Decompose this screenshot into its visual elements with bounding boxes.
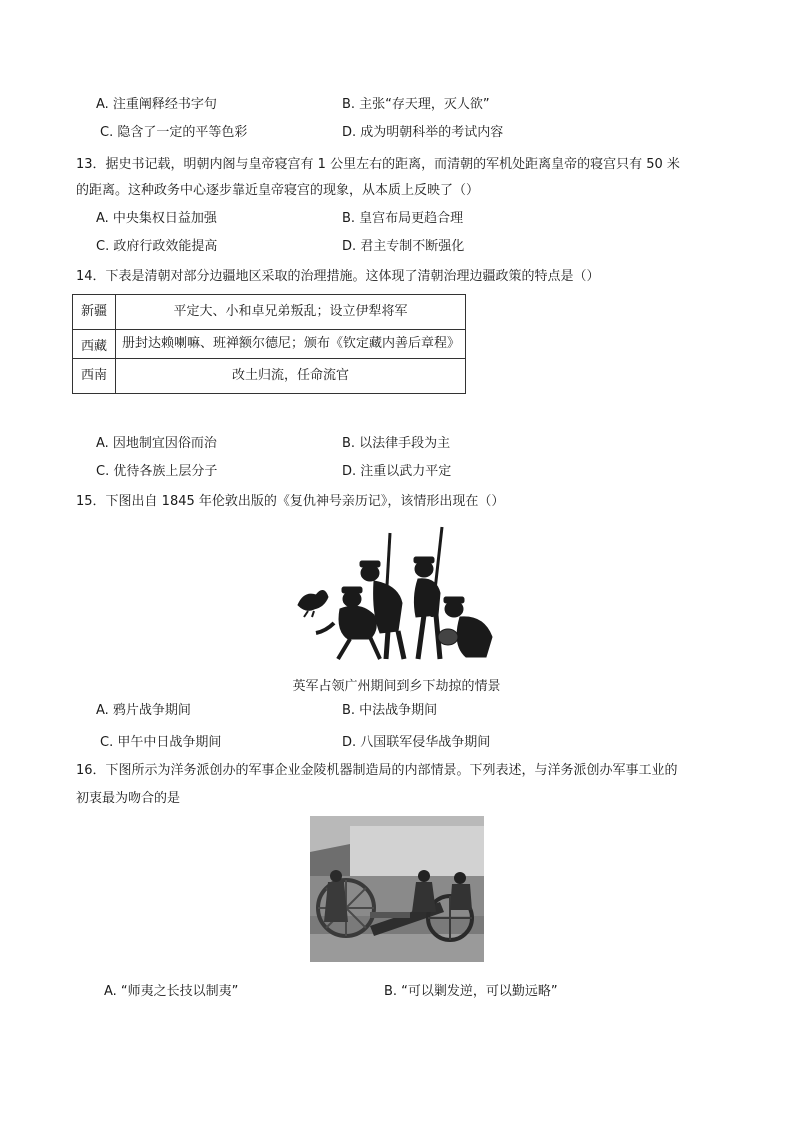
- q15-option-d: D. 八国联军侵华战争期间: [342, 735, 491, 750]
- q12-option-b: B. 主张“存天理，灭人欲”: [342, 97, 490, 112]
- table-cell-content: 平定大、小和卓兄弟叛乱；设立伊犁将军: [116, 295, 466, 330]
- table-row: [73, 330, 466, 359]
- q15-option-a: A. 鸦片战争期间: [96, 703, 191, 718]
- q16-stem-line1: 16．下图所示为洋务派创办的军事企业金陵机器制造局的内部情景。下列表述，与洋务派创办军事工业的: [76, 763, 678, 778]
- q14-option-a: A. 因地制宜因俗而治: [96, 436, 217, 451]
- table-cell-region: 西藏: [73, 330, 116, 359]
- soldiers-looting-illustration: [290, 525, 505, 665]
- q13-option-a: A. 中央集权日益加强: [96, 211, 217, 226]
- q16-option-a: A. “师夷之长技以制夷”: [104, 984, 239, 999]
- q13-stem-line1: 13．据史书记载，明朝内阁与皇帝寝宫有 1 公里左右的距离，而清朝的军机处距离皇帝的寝宫只有 50 米: [76, 157, 680, 172]
- q14-option-d: D. 注重以武力平定: [342, 464, 452, 479]
- jinling-arsenal-photo: [310, 816, 484, 962]
- q14-stem: 14．下表是清朝对部分边疆地区采取的治理措施。这体现了清朝治理边疆政策的特点是（）: [76, 269, 600, 284]
- q14-option-b: B. 以法律手段为主: [342, 436, 451, 451]
- q14-policy-table: [72, 294, 466, 394]
- q12-option-c: C. 隐含了一定的平等色彩: [100, 125, 248, 140]
- q12-option-a: A. 注重阐释经书字句: [96, 97, 217, 112]
- table-row: [73, 359, 466, 394]
- q13-stem-line2: 的距离。这种政务中心逐步靠近皇帝寝宫的现象，从本质上反映了（）: [76, 183, 480, 198]
- q15-figure-caption: 英军占领广州期间到乡下劫掠的情景: [292, 679, 501, 694]
- q13-option-d: D. 君主专制不断强化: [342, 239, 465, 254]
- q15-stem: 15．下图出自 1845 年伦敦出版的《复仇神号亲历记》，该情形出现在（）: [76, 494, 505, 509]
- q15-option-b: B. 中法战争期间: [342, 703, 438, 718]
- q13-option-c: C. 政府行政效能提高: [96, 239, 218, 254]
- table-cell-region: 西南: [73, 359, 116, 394]
- table-cell-content: 册封达赖喇嘛、班禅额尔德尼；颁布《钦定藏内善后章程》: [116, 330, 466, 359]
- q16-stem-line2: 初衷最为吻合的是: [76, 791, 181, 806]
- q16-option-b: B. “可以剿发逆，可以勤远略”: [384, 984, 558, 999]
- table-cell-content: 改土归流，任命流官: [116, 359, 466, 394]
- q13-option-b: B. 皇宫布局更趋合理: [342, 211, 464, 226]
- table-cell-region: 新疆: [73, 295, 116, 330]
- q15-option-c: C. 甲午中日战争期间: [100, 735, 222, 750]
- table-row: [73, 295, 466, 330]
- q14-option-c: C. 优待各族上层分子: [96, 464, 218, 479]
- q12-option-d: D. 成为明朝科举的考试内容: [342, 125, 504, 140]
